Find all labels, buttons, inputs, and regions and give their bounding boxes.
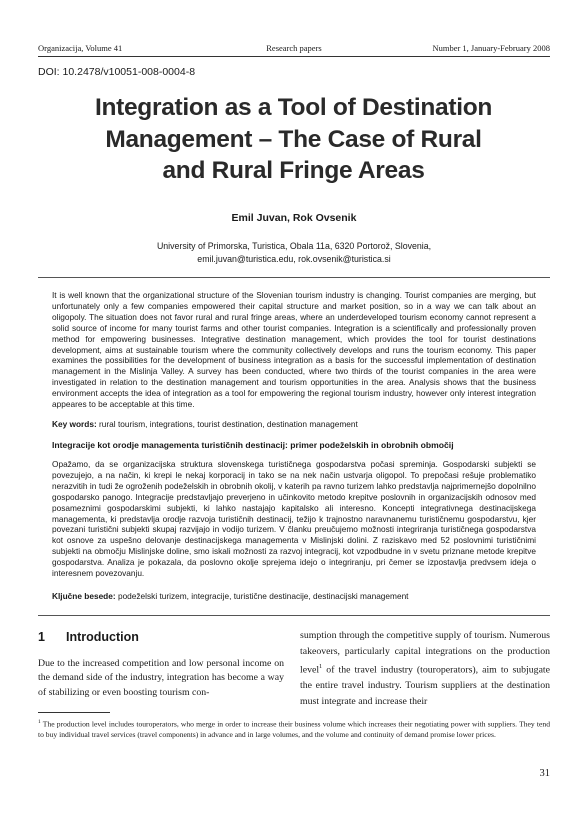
section-number: 1 (38, 630, 45, 644)
body-column-right (300, 628, 550, 709)
footnote-divider (38, 712, 110, 713)
abstract: It is well known that the organizational structure of the Slovenian tourism industry is changing. Tourist companies are merging, but unfortunately only a few companies empowered their capital structure and market position, so in a way we can talk about an oligopoly. The situation does not favor rural and rural fringe areas, where an underdeveloped tourism economy cannot represent a solid source of income for many tourist farms and other tourist companies. Integration is a scientifically and professionally proven method for empowering businesses. Integrative destination management, which provides the tool for tourist destinations development, aims at sustainable tourism where the community collectively develops and runs the tourism economy. This paper examines the possibilities for the development of business integration as a basis for the successful implementation of destination management in the Mislinja Valley. A survey has been conducted, where two thirds of the tourist companies in the area were investigated in relation to the destination management and tourism opportunities in the area. Analysis shows that the business environment accepts the idea of integration as a tool for empowering the regional tourism industry, however only interest integration appeares to be acceptable at this time. (52, 290, 536, 410)
body-column-left: Due to the increased competition and low personal income on the demand side of the industry, integration has become a way of stabilizing or even boosting tourism con- (38, 658, 284, 698)
section-heading (38, 630, 139, 644)
running-head (38, 43, 550, 55)
slovenian-keywords-text: podeželski turizem, integracije, turistične destinacije, destinacijski management (117, 591, 409, 601)
footnote-text: The production level includes touroperators, who merge in order to increase their business volume which increases their negotiating power with suppliers. They tend to buy individual travel services (travel components) in advance and in large volumes, and the volume and continuity of demand promise lower prices. (38, 719, 550, 739)
footnote-ref[interactable]: 1 (319, 663, 323, 671)
slovenian-keywords-label: Ključne besede: (52, 591, 116, 601)
paper-title (60, 92, 527, 187)
page-number: 31 (539, 768, 550, 779)
affiliation (38, 240, 550, 266)
title-line-2: Management – The Case of Rural (105, 125, 482, 153)
keywords (52, 419, 536, 430)
section-title: Introduction (66, 630, 139, 644)
body-right-text-1: sumption through the competitive supply of tourism. Numerous takeovers, particularly capital integrations on the production level (300, 630, 550, 676)
abstract-divider-bottom (38, 615, 550, 616)
affiliation-address: University of Primorska, Turistica, Obala 11a, 6320 Portorož, Slovenia, (156, 241, 432, 251)
keywords-text: rural tourism, integrations, tourist destination, destination management (99, 419, 358, 429)
abstract-divider-top (38, 277, 550, 278)
section-label: Research papers (266, 43, 322, 53)
title-line-3: and Rural Fringe Areas (162, 157, 425, 184)
issue-label: Number 1, January-February 2008 (432, 43, 550, 53)
slovenian-title: Integracije kot orodje managementa turističnih destinacij: primer podeželskih in obrobnih območij (52, 440, 454, 450)
doi[interactable]: DOI: 10.2478/v10051-008-0004-8 (38, 66, 196, 78)
journal-name: Organizacija, Volume 41 (38, 43, 123, 53)
header-divider (38, 56, 550, 57)
body-right-text-2: of the travel industry (touroperators), aim to subjugate the entire travel industry. Tourism suppliers at the destination must integrate and increase their (300, 664, 550, 707)
authors: Emil Juvan, Rok Ovsenik (231, 212, 357, 224)
title-line-1: Integration as a Tool of Destination (94, 94, 493, 121)
footnote-marker: 1 (38, 719, 41, 725)
slovenian-keywords (52, 591, 536, 602)
footnote (38, 717, 550, 740)
slovenian-abstract: Opažamo, da se organizacijska struktura slovenskega turističnega gospodarstva počasi spreminja. Gospodarski subjekti se povezujejo, a na način, ki krepi le nekaj korporacij in tako se na nek način ustvarja oligopol. To prepočasi rešuje problematiko nerazvitih in tudi že ogroženih podeželskih in obrobnih okolij, v katerih pa ravno turizem lahko predstavlja najprimernejšo dopolnilno gospodarsko panogo. Integracije predstavljajo preverjeno in učinkovito metodo krepitve poslovnih in organizacijskih odnosov med posameznimi gospodarskimi subjekti, ki lahko nastajajo kapitalsko ali interesno. Koncepti integrativnega destinacijskega managementa, ki predstavlja orodje razvoja turističnih destinacij, težijo k trajnostno naravnanemu turističnemu gospodarstvu, kjer povezani turistični subjekti skupaj razvijajo in vodijo turizem. V članku preučujemo možnosti integriranja turističnega gospodarstva kot osnove za uspešno delovanje destinacijskega managementa v Mislinjski dolini. Z raziskavo med 52 poslovnimi turističnimi subjekti na območju Mislinjske doline, smo iskali možnosti za razvoj integracij, kot vzpodbudne in v svetu priznane metode krepitve gospodarstva. Analiza je pokazala, da poslovno okolje sprejema idejo o integriranju, pri čemer se izpostavlja predvsem ideja o interesnem povezovanju. (52, 459, 536, 579)
keywords-label: Key words: (52, 419, 97, 429)
affiliation-emails[interactable]: emil.juvan@turistica.edu, rok.ovsenik@turistica.si (197, 254, 391, 264)
